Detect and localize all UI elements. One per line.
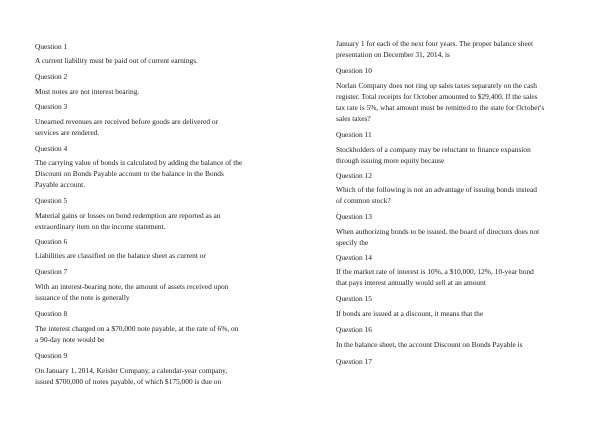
question-heading: Question 7 xyxy=(35,267,68,276)
question-heading: Question 11 xyxy=(336,130,372,139)
question-text-line: sales taxes? xyxy=(336,114,371,123)
question-heading: Question 6 xyxy=(35,237,68,246)
question-heading: Question 8 xyxy=(35,309,68,318)
question-heading: Question 1 xyxy=(35,42,68,51)
question-heading: Question 3 xyxy=(35,102,68,111)
question-text-line: Stockholders of a company may be reluctant to finance expansion xyxy=(336,145,531,154)
question-text-line: issued $700,000 of notes payable, of which $175,000 is due on xyxy=(35,377,222,386)
question-text-line: through issuing more equity because xyxy=(336,156,445,165)
question-text-line: services are rendered. xyxy=(35,128,100,137)
question-heading: Question 14 xyxy=(336,253,372,262)
question-text-line: Material gains or losses on bond redemption are reported as an xyxy=(35,211,221,220)
question-text-line: Norlan Company does not ring up sales taxes separately on the cash xyxy=(336,81,537,90)
question-heading: Question 5 xyxy=(35,196,68,205)
question-text-line: presentation on December 31, 2014, is xyxy=(336,50,450,59)
question-text-line: If bonds are issued at a discount, it means that the xyxy=(336,309,484,318)
question-text-line: extraordinary item on the income statement. xyxy=(35,222,166,231)
question-text-line: Which of the following is not an advantage of issuing bonds instead xyxy=(336,185,537,194)
question-text-line: a 90-day note would be xyxy=(35,335,105,344)
question-text-line: Most notes are not interest bearing. xyxy=(35,87,140,96)
question-text-line: The interest charged on a $70,000 note payable, at the rate of 6%, on xyxy=(35,324,239,333)
question-heading: Question 17 xyxy=(336,357,372,366)
question-text-line: Unearned revenues are received before goods are delivered or xyxy=(35,117,219,126)
question-text-line: A current liability must be paid out of current earnings. xyxy=(35,56,198,65)
question-text-line: of common stock? xyxy=(336,196,391,205)
question-heading: Question 4 xyxy=(35,144,68,153)
question-text-line: The carrying value of bonds is calculated by adding the balance of the xyxy=(35,158,243,167)
question-text-line: January 1 for each of the next four years. The proper balance sheet xyxy=(336,39,534,48)
question-heading: Question 16 xyxy=(336,325,372,334)
question-text-line: tax rate is 5%, what amount must be remitted to the state for October's xyxy=(336,103,545,112)
question-heading: Question 10 xyxy=(336,66,372,75)
question-text-line: Liabilities are classified on the balance sheet as current or xyxy=(35,251,206,260)
question-heading: Question 2 xyxy=(35,72,68,81)
question-text-line: If the market rate of interest is 10%, a $10,000, 12%, 10-year bond xyxy=(336,267,534,276)
question-heading: Question 12 xyxy=(336,171,372,180)
question-text-line: In the balance sheet, the account Discount on Bonds Payable is xyxy=(336,340,523,349)
question-text-line: With an interest-bearing note, the amount of assets received upon xyxy=(35,282,229,291)
question-heading: Question 9 xyxy=(35,351,68,360)
question-text-line: When authorizing bonds to be issued, the board of directors does not xyxy=(336,227,540,236)
question-text-line: Payable account. xyxy=(35,180,86,189)
question-text-line: that pays interest annually would sell at an amount xyxy=(336,278,486,287)
question-text-line: On January 1, 2014, Keisler Company, a calendar-year company, xyxy=(35,366,228,375)
question-text-line: register. Total receipts for October amounted to $29,400. If the sales xyxy=(336,92,538,101)
question-heading: Question 13 xyxy=(336,212,372,221)
question-text-line: Discount on Bonds Payable account to the balance in the Bonds xyxy=(35,169,224,178)
question-heading: Question 15 xyxy=(336,294,372,303)
question-text-line: issuance of the note is generally xyxy=(35,293,130,302)
question-text-line: specify the xyxy=(336,238,369,247)
